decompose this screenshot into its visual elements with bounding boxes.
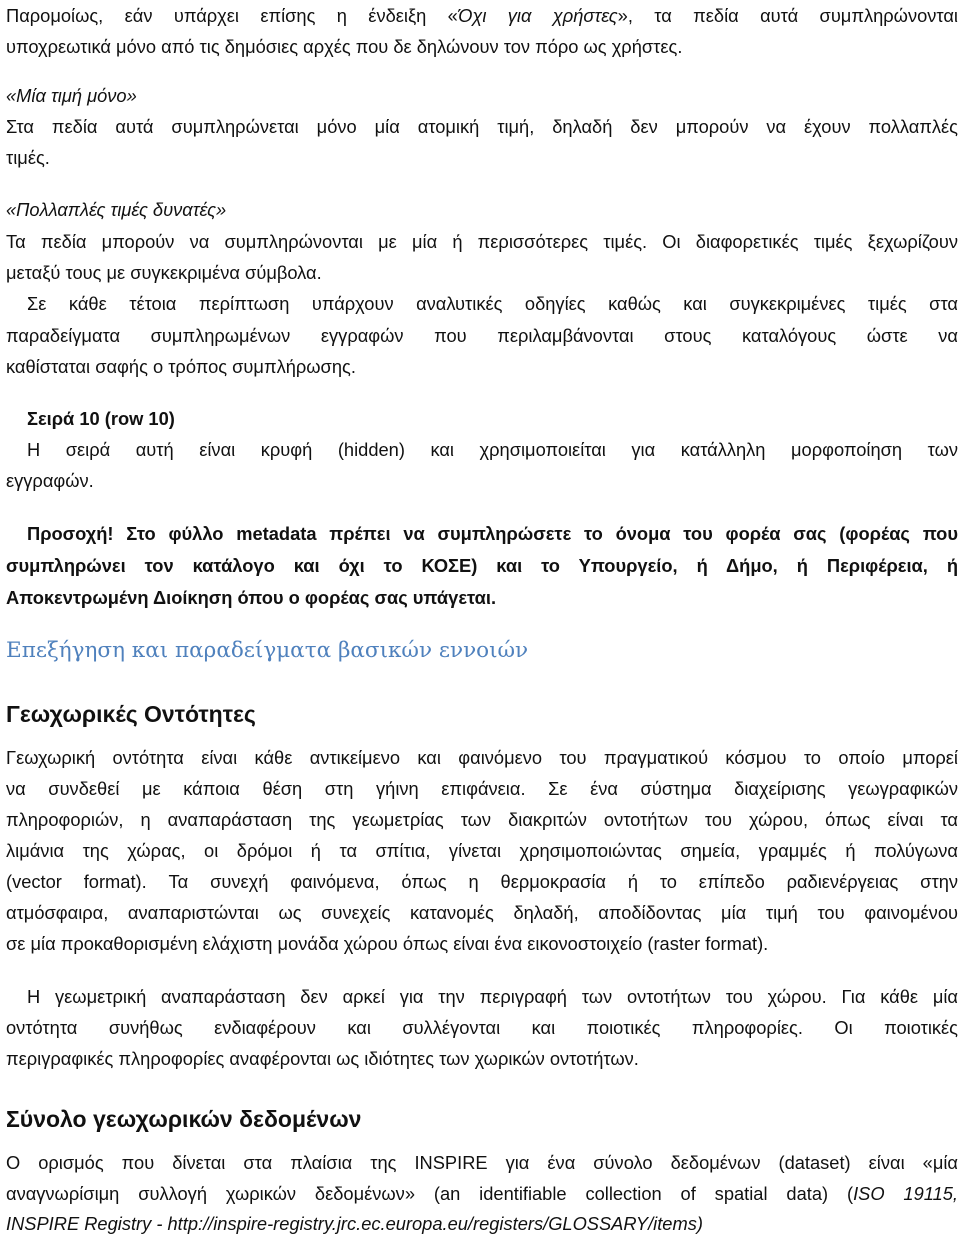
geo-entities-heading: Γεωχωρικές Οντότητες: [6, 701, 256, 727]
dataset-citation-line: INSPIRE Registry - http://inspire-registry.jrc.ec.europa.eu/registers/GLOSSARY/items): [6, 1213, 703, 1234]
single-value-title: «Μία τιμή μόνο»: [6, 85, 137, 106]
intro-line-1: [6, 0, 958, 31]
warning-line-1: Προσοχή! Στο φύλλο metadata πρέπει να συμπληρώσετε το όνομα του φορέα σας (φορέας που: [27, 523, 958, 544]
geo-p2-line-2: οντότητα συνήθως ενδιαφέρουν και συλλέγονται και ποιοτικές πληροφορίες. Οι ποιοτικές: [6, 1017, 958, 1038]
row10-line-2: εγγραφών.: [6, 470, 94, 491]
geo-p2-line-1: Η γεωμετρική αναπαράσταση δεν αρκεί για την περιγραφή των οντοτήτων του χώρου. Για κάθε μία: [27, 986, 958, 1007]
section-heading: Επεξήγηση και παραδείγματα βασικών εννοιών: [6, 638, 529, 663]
document-page: [6, 0, 958, 1238]
row10-line-1: Η σειρά αυτή είναι κρυφή (hidden) και χρησιμοποιείται για κατάλληλη μορφοποίηση των: [27, 439, 958, 460]
multi-value-line-4: παραδείγματα συμπληρωμένων εγγραφών που περιλαμβάνονται στους καταλόγους ώστε να: [6, 325, 958, 346]
dataset-heading: Σύνολο γεωχωρικών δεδομένων: [6, 1106, 362, 1132]
intro-emphasis: Όχι για χρήστες: [457, 5, 618, 26]
multi-value-line-5: καθίσταται σαφής ο τρόπος συμπλήρωσης.: [6, 356, 356, 377]
warning-line-2: συμπληρώνει τον κατάλογο και όχι το ΚΟΣΕ) και το Υπουργείο, ή Δήμο, ή Περιφέρεια, ή: [6, 555, 958, 576]
dataset-citation-start: ISO 19115,: [853, 1183, 958, 1204]
dataset-line-2-text: αναγνωρίσιμη συλλογή χωρικών δεδομένων» (an identifiable collection of spatial data) (: [6, 1183, 854, 1204]
multi-value-line-2: μεταξύ τους με συγκεκριμένα σύμβολα.: [6, 262, 322, 283]
geo-p2-line-3: περιγραφικές πληροφορίες αναφέρονται ως ιδιότητες των χωρικών οντοτήτων.: [6, 1048, 639, 1069]
intro-line-2: υποχρεωτικά μόνο από τις δημόσιες αρχές που δε δηλώνουν τον πόρο ως χρήστες.: [6, 36, 683, 57]
dataset-line-2: [6, 1178, 958, 1209]
intro-text-tail: », τα πεδία αυτά συμπληρώνονται: [617, 5, 958, 26]
multi-value-line-3: Σε κάθε τέτοια περίπτωση υπάρχουν αναλυτικές οδηγίες καθώς και συγκεκριμένες τιμές στα: [27, 293, 958, 314]
warning-line-3: Αποκεντρωμένη Διοίκηση όπου ο φορέας σας υπάγεται.: [6, 587, 497, 608]
geo-p1-line-4: λιμάνια της χώρας, οι δρόμοι ή τα σπίτια, γίνεται χρησιμοποιώντας σημεία, γραμμές ή πολύγωνα: [6, 840, 958, 861]
geo-p1-line-7: σε μία προκαθορισμένη ελάχιστη μονάδα χώρου όπως είναι ένα εικονοστοιχείο (raster format).: [6, 933, 769, 954]
geo-p1-line-3: πληροφοριών, η αναπαράσταση της γεωμετρίας των διακριτών οντοτήτων του χώρου, όπως είναι τα: [6, 809, 958, 830]
single-value-line-1: Στα πεδία αυτά συμπληρώνεται μόνο μία ατομική τιμή, δηλαδή δεν μπορούν να έχουν πολλαπλές: [6, 116, 958, 137]
row10-title: Σειρά 10 (row 10): [27, 408, 175, 429]
single-value-line-2: τιμές.: [6, 147, 50, 168]
geo-p1-line-6: ατμόσφαιρα, αναπαριστώνται ως συνεχείς κατανομές δηλαδή, αποδίδοντας μία τιμή του φαινομένου: [6, 902, 958, 923]
geo-p1-line-2: να συνδεθεί με κάποια θέση στη γήινη επιφάνεια. Σε ένα σύστημα διαχείρισης γεωγραφικών: [6, 778, 958, 799]
geo-p1-line-1: Γεωχωρική οντότητα είναι κάθε αντικείμενο και φαινόμενο του πραγματικού κόσμου το οποίο μπορεί: [6, 747, 958, 768]
multi-value-line-1: Τα πεδία μπορούν να συμπληρώνονται με μία ή περισσότερες τιμές. Οι διαφορετικές τιμές ξεχωρίζουν: [6, 231, 958, 252]
multi-value-title: «Πολλαπλές τιμές δυνατές»: [6, 199, 227, 220]
intro-text: Παρομοίως, εάν υπάρχει επίσης η ένδειξη «: [6, 5, 458, 26]
geo-p1-line-5: (vector format). Τα συνεχή φαινόμενα, όπως η θερμοκρασία ή το επίπεδο ραδιενέργειας στην: [6, 871, 958, 892]
dataset-line-1: Ο ορισμός που δίνεται στα πλαίσια της INSPIRE για ένα σύνολο δεδομένων (dataset) είναι «μία: [6, 1152, 958, 1173]
